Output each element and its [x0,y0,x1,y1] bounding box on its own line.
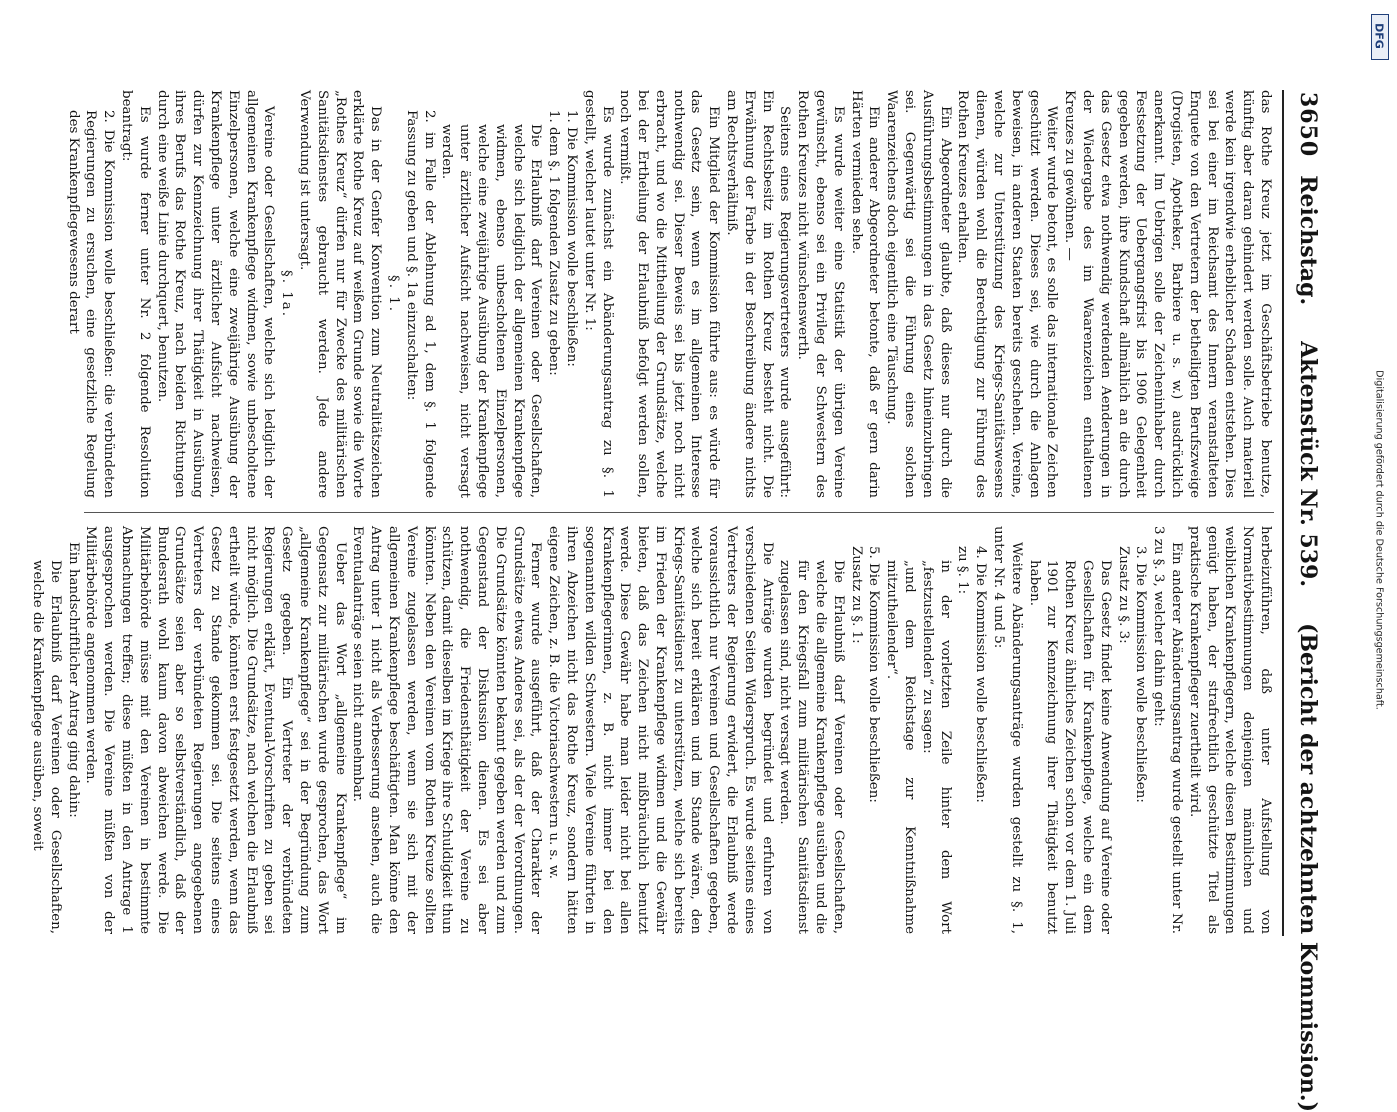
paragraph: Es wurde weiter eine Statistik der übrigen Vereine gewünscht, ebenso sei ein Privileg der Schwestern des Rothen Kreuzes nicht wünschenswerth. [795,90,846,498]
paragraph: §. 1. [385,275,401,313]
paragraph: 2. Die Kommission wolle beschließen: die verbündeten Regierungen zu ersuchen, eine gesetzliche Regelung des Krankenpflegewesens derart [65,110,117,498]
document-page [20,0,1340,1112]
paragraph: Ein anderer Abgeordneter betonte, daß er gern darin Härten vermieden sehe. [848,90,882,498]
paragraph: Es wurde zunächst ein Abänderungsantrag zu §. 1 gestellt, welcher lautet unter Nr. 1: [581,90,615,498]
paragraph: 1. Die Kommission wolle beschließen: [563,110,579,367]
paragraph: das Rothe Kreuz jetzt im Geschäftsbetriebe benutze, künftig aber daran gehindert werden solle. Auch materiell werde kein irgendwie erheblicher Schaden entstehen. Dies sei bei einer im Reichsamt des Innern veranstalteten Enquete von den Vertretern der betheiligten Berufszweige (Drogisten, Apotheker, Barbiere u. s. w.) ausdrücklich anerkannt. Im Uebrigen solle der Zeicheninhaber durch Festsetzung der Uebergangsfrist bis 1906 Gelegenheit gegeben werden, ihre Kundschaft allmählich an die durch das Gesetz etwa nothwendig werdenden Aenderungen in der Wiedergabe des im Waarenzeichen enthaltenen Kreuzes zu gewöhnen. — [1062,90,1273,498]
funding-notice: Digitalisierung gefördert durch die Deutsche Forschungsgemeinschaft. [1373,370,1385,710]
paragraph: Ein anderer Abänderungsantrag wurde gestellt unter Nr. 3 zu §. 3, welcher dahin geht: [1151,526,1185,934]
paragraph: 5. Die Kommission wolle beschließen: [866,546,882,803]
paragraph: Weiter wurde betont, es solle das internationale Zeichen geschützt werden. Dieses sei, wie durch die Anlagen beweisen, in anderen Staaten bereits geschehen. Vereine, welche zur Unterstützung des Kriegs-Sanitätswesens dienen, würden wohl die Berechtigung zur Führung des Rothen Kreuzes erhalten. [955,90,1060,498]
paragraph: §. 1a. [279,270,295,318]
paragraph: Das in der Genfer Konvention zum Neutralitätszeichen erklärte Rothe Kreuz auf weißem Grunde sowie die Worte „Rothes Kreuz“ dürfen nur für Zwecke des militärischen Sanitätsdienstes gebraucht werden. Jede andere Verwendung ist untersagt. [296,90,384,498]
paragraph: Vereine oder Gesellschaften, welche sich lediglich der allgemeinen Krankenpflege widmen, sowie unbescholtene Einzelpersonen, welche eine zweijährige Ausübung der Krankenpflege unter ärztlicher Aufsicht nachweisen, dürfen zur Kennzeichnung ihrer Thätigkeit in Ausübung ihres Berufs das Rothe Kreuz, nach beiden Richtungen durch eine weiße Linie durchquert, benutzen. [154,90,277,498]
document-title: Aktenstück Nr. 539. [1295,341,1321,587]
dfg-logo-label: DFG [1372,23,1386,49]
header-rule [1282,90,1284,936]
paragraph: Ferner wurde ausgeführt, daß der Charakter der Grundsätze etwas Anderes sei, als der der Verordnungen. Die Grundsätze könnten bekannt gegeben werden und zum Gegenstand der Diskussion dienen. Es sei aber nothwendig, die Friedensthätigkeit der Vereine zu schützen, damit dieselben im Kriege ihre Schuldigkeit thun könnten. Neben den Vereinen vom Rothen Kreuze sollten Vereine zugelassen werden, wenn sie sich mit der allgemeinen Krankenpflege beschäftigten. Man könne den Antrag unter 1 nicht als Verbesserung ansehen, auch die Eventualanträge seien nicht annehmbar. [350,526,544,934]
report-title: (Bericht der achtzehnten Kommission.) [1295,623,1321,1112]
paragraph: Ein Mitglied der Kommission führte aus: es würde für das Gesetz sein, wenn es im allgemeinen Interesse nothwendig sei. Dieser Beweis sei bis jetzt noch nicht erbracht, und wo die Mittheilung der Grundsätze, welche bei der Ertheilung der Erlaubniß befolgt werden sollen, noch vermißt. [617,90,722,498]
paragraph: 3. Die Kommission wolle beschließen: [1133,546,1149,803]
paragraph: Zusatz zu §. 1: [848,546,864,644]
paragraph: Ein Abgeordneter glaubte, daß dieses nur durch die Ausführungsbestimmungen in das Gesetz hineinzubringen sei. Gegenwärtig sei die Führung eines solchen Waarenzeichens doch eigentlich eine Täuschung. [884,90,953,498]
page-number: 3650 [1295,92,1321,158]
paragraph: Die Anträge wurden begründet und erfuhren von verschiedenen Seiten Widerspruch. Es wurde seitens eines Vertreters der Regierung erwidert, die Erlaubniß werde voraussichtlich nur Vereinen und Gesellschaften gegeben, welche sich bereit erklären und im Stande wären, den Kriegs-Sanitätsdienst zu unterstützen, welche sich bereits im Frieden der Krankenpflege widmen und die Gewähr bieten, daß das Zeichen nicht mißbräuchlich benutzt werde. Diese Gewähr habe man leider nicht bei allen Krankenpflegerinnen, z. B. nicht immer bei den sogenannten wilden Schwestern. Viele Vereine führten in ihren Abzeichen nicht das Rothe Kreuz, sondern hätten eigene Zeichen, z. B. die Victoriaschwestern u. s. w. [546,526,775,934]
paragraph: 2. im Falle der Ablehnung ad 1, dem §. 1 folgende Fassung zu geben und §. 1a einzuschalten: [403,110,437,498]
page-header [1290,92,1326,1112]
paragraph: Ueber das Wort „allgemeine Krankenpflege“ im Gegensatz zur militärischen wurde gesprochen, das Wort „allgemeine Krankenpflege“ sei in der Begründung zum Gesetz gegeben. Ein Vertreter der verbündeten Regierungen erklärt, Eventual-Vorschriften zu geben sei nicht möglich. Die Grundsätze, nach welchen die Erlaubniß ertheilt würde, könnten erst festgesetzt werden, wenn das Gesetz zu Stande gekommen sei. Die seitens eines Vertreters der verbündeten Regierungen angegebenen Grundsätze seien aber so selbstverständlich, daß der Bundesrath wohl kaum davon abweichen werde. Die Militärbehörde müsse mit den Vereinen in bestimmte Abmachungen treffen; diese müßten in den Antrage 1 ausgesprochen werden. Die Vereine müßten von der Militärbehörde angenommen werden. [83,526,348,934]
header-left-title: Reichstag. [1295,175,1321,306]
paragraph: Ein handschriftlicher Antrag ging dahin: [65,542,81,818]
paragraph: Die Erlaubniß darf Vereinen oder Gesellschaften, welche sich lediglich der allgemeinen Krankenpflege widmen, ebenso unbescholtenen Einzelpersonen, welche eine zweijährige Ausübung der Krankenpflege unter ärztlicher Aufsicht nachweisen, nicht versagt werden. [439,124,544,498]
paragraph: Zusatz zu §. 3: [1115,546,1131,644]
paragraph: Die Erlaubniß darf Vereinen oder Gesellschaften, welche die allgemeine Krankenpflege ausüben und die für den Kriegsfall zum militärischen Sanitätsdienst zugelassen sind, nicht versagt werden. [777,560,846,934]
paragraph: Weitere Abänderungsanträge wurden gestellt zu §. 1, unter Nr. 4 und 5: [991,526,1024,934]
right-text-column [30,526,1274,934]
paragraph: 1. dem §. 1 folgenden Zusatz zu geben: [546,110,562,376]
column-divider [84,512,1274,513]
paragraph: 4. Die Kommission wolle beschließen: [973,546,989,803]
paragraph: Das Gesetz findet keine Anwendung auf Vereine oder Gesellschaften für Krankenpflege, welche ein dem Rothen Kreuz ähnliches Zeichen schon vor dem 1. Juli 1901 zur Kennzeichnung ihrer Thätigkeit benutzt haben. [1026,560,1113,934]
paragraph: Seitens eines Regierungsvertreters wurde ausgeführt: Ein Rechtsbesitz im Rothen Kreuz besteht nicht. Die Erwähnung der Farbe in der Beschreibung ändere nichts am Rechtsverhältniß. [724,90,793,498]
paragraph: „und dem Reichstage zur Kenntnißnahme mitzutheilender“. [884,560,918,934]
paragraph: in der vorletzten Zeile hinter dem Wort „festzustellenden“ zu sagen: [919,560,953,934]
paragraph: Die Erlaubniß darf Vereinen oder Gesellschaften, welche die Krankenpflege ausüben, soweit [30,560,63,934]
paragraph: Es wurde ferner unter Nr. 2 folgende Resolution beantragt: [119,90,152,498]
digitization-sidebar [1362,0,1397,1000]
paragraph: zu §. 1: [955,546,971,595]
paragraph: herbeizuführen, daß unter Aufstellung von Normativbestimmungen denjenigen männlichen und weiblichen Krankenpflegern, welche diesen Bestimmungen genügt haben, der strafrechtlich geschützte Titel als praktische Krankenpfleger zuertheilt wird. [1186,526,1273,934]
left-text-column [65,90,1274,498]
